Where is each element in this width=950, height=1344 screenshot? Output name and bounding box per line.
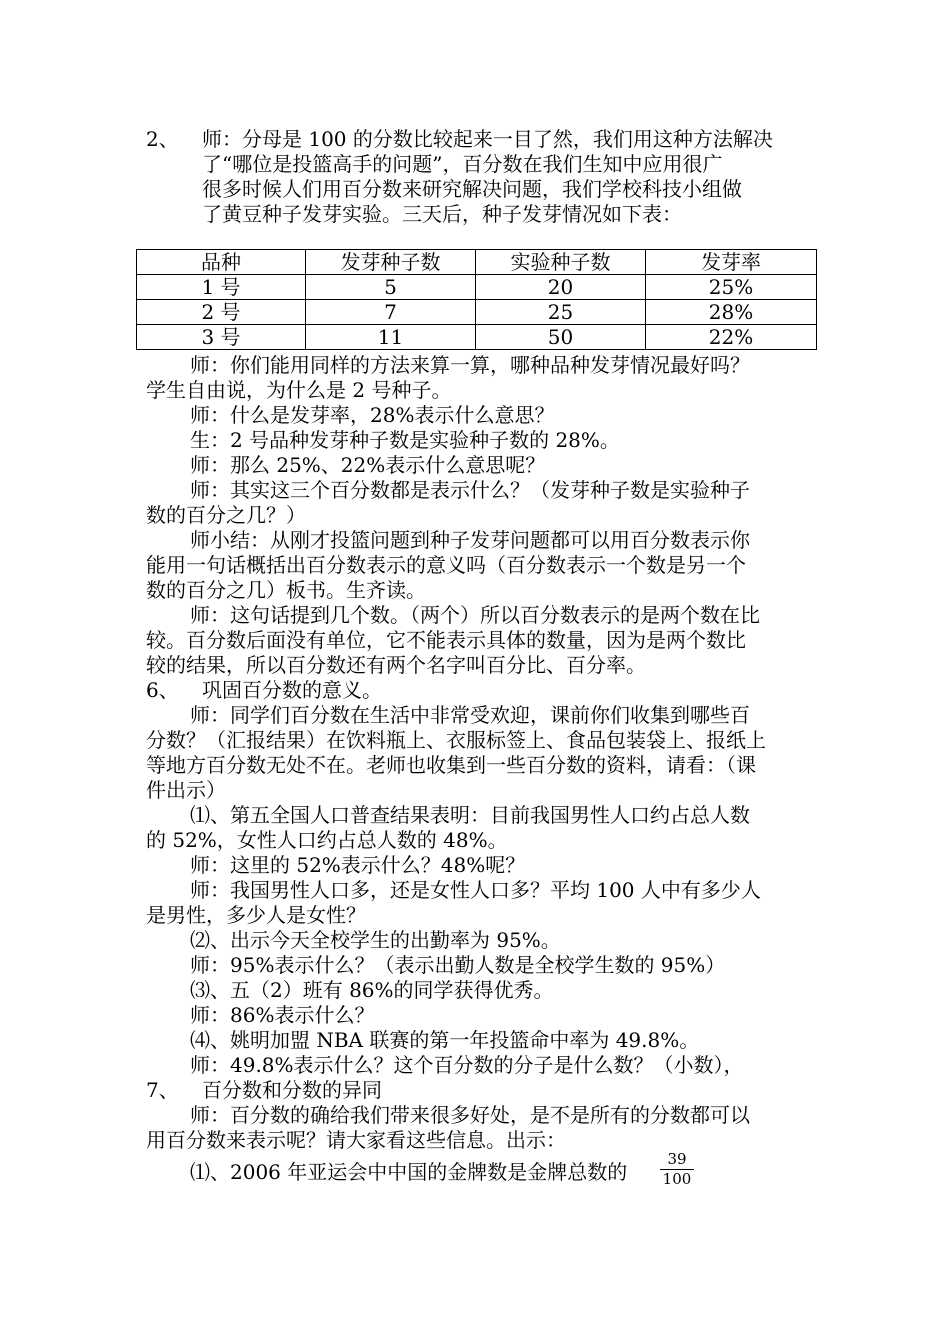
table-cell: 2 号: [137, 300, 306, 325]
paragraph-line: 分数？（汇报结果）在饮料瓶上、衣服标签上、食品包装袋上、报纸上: [146, 728, 766, 752]
table-header-cell: 发芽率: [646, 250, 817, 275]
paragraph-line: 件出示）: [146, 778, 226, 802]
paragraph-line: 师：那么 25%、22%表示什么意思呢？: [190, 453, 546, 477]
paragraph-line: 师小结：从刚才投篮问题到种子发芽问题都可以用百分数表示你: [190, 528, 750, 552]
paragraph-line: 用百分数来表示呢？请大家看这些信息。出示：: [146, 1128, 566, 1152]
germination-table: [136, 249, 817, 350]
paragraph-line: 师：其实这三个百分数都是表示什么？（发芽种子数是实验种子: [190, 478, 750, 502]
table-cell: 3 号: [137, 325, 306, 350]
table-cell: 25: [476, 300, 646, 325]
table-cell: 50: [476, 325, 646, 350]
paragraph-line: 数的百分之几？）: [146, 503, 306, 527]
paragraph-line: 较的结果，所以百分数还有两个名字叫百分比、百分率。: [146, 653, 646, 677]
paragraph-line: 的 52%，女性人口约占总人数的 48%。: [146, 828, 508, 852]
paragraph-line: 师：95%表示什么？（表示出勤人数是全校学生数的 95%）: [190, 953, 726, 977]
paragraph-line: 能用一句话概括出百分数表示的意义吗（百分数表示一个数是另一个: [146, 553, 746, 577]
section-title: 巩固百分数的意义。: [202, 678, 382, 702]
section-number: 7、: [146, 1078, 179, 1102]
table-header-cell: 品种: [137, 250, 306, 275]
paragraph-line: 学生自由说，为什么是 2 号种子。: [146, 378, 452, 402]
section-title: 百分数和分数的异同: [202, 1078, 382, 1102]
table-header-row: [137, 250, 817, 275]
paragraph-line: 师：分母是 100 的分数比较起来一目了然，我们用这种方法解决: [202, 127, 773, 151]
table-row: [137, 325, 817, 350]
paragraph-line: 师：你们能用同样的方法来算一算，哪种品种发芽情况最好吗？: [190, 353, 750, 377]
table-cell: 28%: [646, 300, 817, 325]
paragraph-line: 师：什么是发芽率，28%表示什么意思？: [190, 403, 555, 427]
paragraph-line: 师：同学们百分数在生活中非常受欢迎，课前你们收集到哪些百: [190, 703, 750, 727]
paragraph-line: 很多时候人们用百分数来研究解决问题，我们学校科技小组做: [202, 177, 742, 201]
table-cell: 11: [306, 325, 476, 350]
paragraph-line: 数的百分之几）板书。生齐读。: [146, 578, 426, 602]
table-cell: 1 号: [137, 275, 306, 300]
table-header-cell: 实验种子数: [476, 250, 646, 275]
paragraph-line: ⑶、五（2）班有 86%的同学获得优秀。: [190, 978, 554, 1002]
paragraph-line: 师：49.8%表示什么？这个百分数的分子是什么数？（小数），: [190, 1053, 744, 1077]
paragraph-line: 了“哪位是投篮高手的问题”，百分数在我们生知中应用很广: [202, 152, 723, 176]
table-cell: 25%: [646, 275, 817, 300]
fraction-numerator: 39: [667, 1150, 687, 1168]
paragraph-line: ⑴、第五全国人口普查结果表明：目前我国男性人口约占总人数: [190, 803, 750, 827]
paragraph-line: 生：2 号品种发芽种子数是实验种子数的 28%。: [190, 428, 620, 452]
paragraph-line: 师：我国男性人口多，还是女性人口多？平均 100 人中有多少人: [190, 878, 761, 902]
table-cell: 7: [306, 300, 476, 325]
fraction: [660, 1151, 694, 1188]
fraction-denominator: 100: [662, 1170, 692, 1188]
table-row: [137, 300, 817, 325]
table-row: [137, 275, 817, 300]
paragraph-line: 师：86%表示什么？: [190, 1003, 375, 1027]
table-cell: 5: [306, 275, 476, 300]
paragraph-line: 等地方百分数无处不在。老师也收集到一些百分数的资料，请看：（课: [146, 753, 756, 777]
paragraph-line: ⑵、出示今天全校学生的出勤率为 95%。: [190, 928, 561, 952]
paragraph-line: 较。百分数后面没有单位，它不能表示具体的数量，因为是两个数比: [146, 628, 746, 652]
table-cell: 22%: [646, 325, 817, 350]
paragraph-line: ⑴、2006 年亚运会中中国的金牌数是金牌总数的: [190, 1160, 628, 1184]
paragraph-line: ⑷、姚明加盟 NBA 联赛的第一年投篮命中率为 49.8%。: [190, 1028, 700, 1052]
table-header-cell: 发芽种子数: [306, 250, 476, 275]
table-cell: 20: [476, 275, 646, 300]
paragraph-line: 了黄豆种子发芽实验。三天后，种子发芽情况如下表：: [202, 202, 682, 226]
paragraph-line: 师：这句话提到几个数。（两个）所以百分数表示的是两个数在比: [190, 603, 760, 627]
paragraph-line: 是男性，多少人是女性？: [146, 903, 366, 927]
section-number: 6、: [146, 678, 179, 702]
paragraph-line: 师：百分数的确给我们带来很多好处，是不是所有的分数都可以: [190, 1103, 750, 1127]
paragraph-line: 师：这里的 52%表示什么？48%呢？: [190, 853, 526, 877]
section-number: 2、: [146, 127, 179, 151]
